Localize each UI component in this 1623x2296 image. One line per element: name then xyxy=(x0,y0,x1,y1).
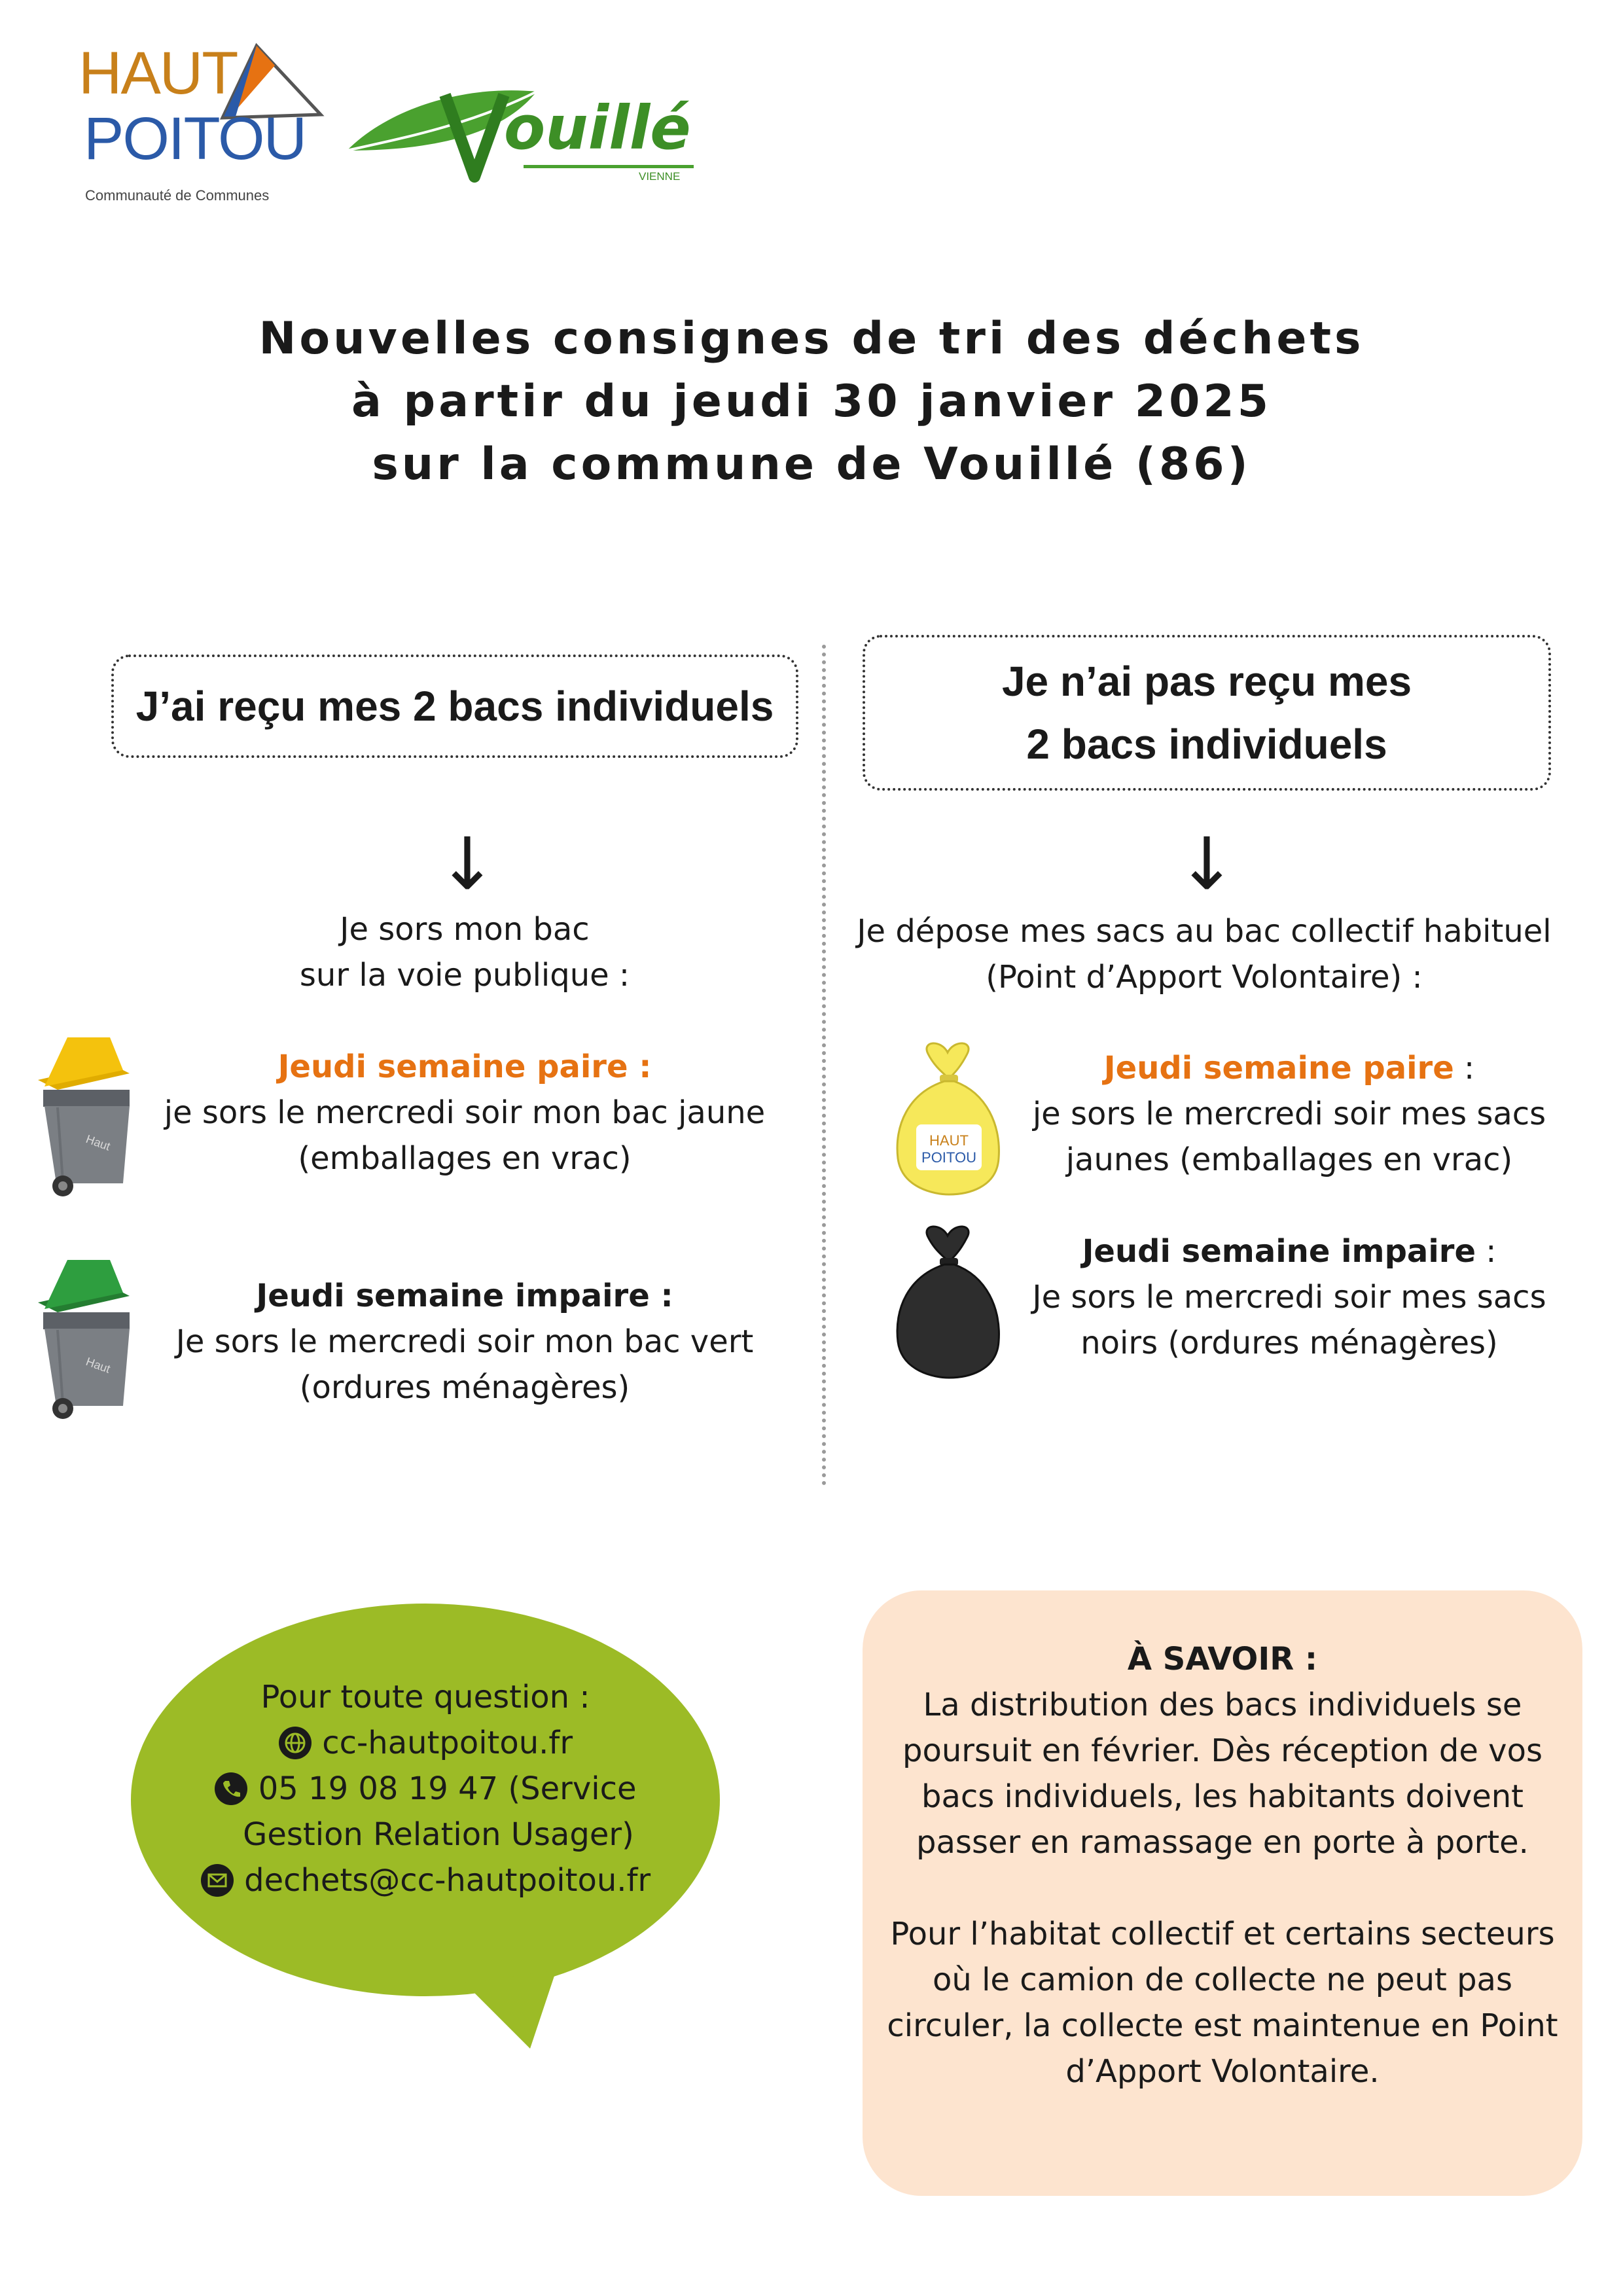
left-intro-line-1: Je sors mon bac xyxy=(340,911,590,948)
right-odd-line-1: Je sors le mercredi soir mes sacs xyxy=(1032,1279,1546,1316)
vouille-subtitle: VIENNE xyxy=(639,170,681,183)
info-paragraph-spacer xyxy=(863,1865,1582,1911)
info-p2-line-3: circuler, la collecte est maintenue en Point xyxy=(887,2007,1558,2044)
left-intro xyxy=(137,906,792,998)
right-odd-line-2: noirs (ordures ménagères) xyxy=(1080,1325,1498,1361)
green-bin-icon xyxy=(31,1257,136,1420)
left-odd-title: Jeudi semaine impaire : xyxy=(256,1278,673,1314)
right-even-colon: : xyxy=(1454,1050,1475,1086)
right-odd-title-row xyxy=(995,1229,1584,1274)
globe-icon xyxy=(278,1726,312,1760)
contact-email-link[interactable]: dechets@cc-hautpoitou.fr xyxy=(244,1862,651,1899)
left-odd-line-2: (ordures ménagères) xyxy=(299,1369,630,1406)
right-odd-colon: : xyxy=(1476,1233,1497,1270)
right-heading-line-2: 2 bacs individuels xyxy=(1026,721,1387,768)
right-arrow-icon: ↓ xyxy=(1176,822,1238,906)
left-intro-line-2: sur la voie publique : xyxy=(299,957,630,994)
info-p2-line-2: où le camion de collecte ne peut pas xyxy=(933,1962,1512,1998)
right-even-block xyxy=(995,1045,1584,1183)
left-odd-line-1: Je sors le mercredi soir mon bac vert xyxy=(175,1323,754,1360)
haut-poitou-subtitle: Communauté de Communes xyxy=(85,187,270,204)
left-even-title: Jeudi semaine paire : xyxy=(277,1049,652,1085)
svg-text:Haut: Haut xyxy=(84,1132,113,1153)
yellow-bin-icon xyxy=(31,1034,136,1198)
info-p1-line-1: La distribution des bacs individuels se xyxy=(923,1687,1522,1723)
svg-text:Haut: Haut xyxy=(84,1354,113,1376)
info-p2-line-1: Pour l’habitat collectif et certains secteurs xyxy=(890,1916,1555,1952)
left-heading-box xyxy=(111,655,798,758)
right-heading-line-1: Je n’ai pas reçu mes xyxy=(1001,658,1412,705)
svg-text:POITOU: POITOU xyxy=(921,1149,976,1166)
info-p2-line-4: d’Apport Volontaire. xyxy=(1065,2053,1380,2090)
contact-website-row xyxy=(144,1720,707,1766)
right-odd-title: Jeudi semaine impaire xyxy=(1082,1233,1476,1270)
haut-poitou-line1: HAUT xyxy=(79,40,238,107)
left-heading: J’ai reçu mes 2 bacs individuels xyxy=(135,683,774,730)
page-title xyxy=(0,308,1623,496)
right-intro-line-1: Je dépose mes sacs au bac collectif habituel xyxy=(857,913,1552,950)
yellow-bag-icon xyxy=(889,1041,1007,1198)
right-even-title: Jeudi semaine paire xyxy=(1103,1050,1454,1086)
right-intro xyxy=(851,908,1558,1000)
info-title: À SAVOIR : xyxy=(1127,1641,1318,1677)
left-odd-block xyxy=(131,1273,798,1410)
contact-email-row xyxy=(144,1857,707,1903)
contact-intro: Pour toute question : xyxy=(260,1679,590,1715)
contact-block xyxy=(144,1674,707,1903)
title-line-2: à partir du jeudi 30 janvier 2025 xyxy=(351,376,1272,427)
svg-text:HAUT: HAUT xyxy=(929,1132,969,1149)
haut-poitou-logo xyxy=(79,39,327,216)
info-p1-line-3: bacs individuels, les habitants doivent xyxy=(921,1778,1524,1815)
right-odd-block xyxy=(995,1229,1584,1366)
contact-phone-link[interactable]: 05 19 08 19 47 (Service xyxy=(258,1770,637,1807)
info-text xyxy=(863,1636,1582,2094)
vouille-name: ouillé xyxy=(504,93,691,163)
mail-icon xyxy=(200,1863,234,1897)
right-even-line-1: je sors le mercredi soir mes sacs xyxy=(1032,1096,1546,1132)
info-p1-line-4: passer en ramassage en porte à porte. xyxy=(916,1824,1529,1861)
left-even-line-1: je sors le mercredi soir mon bac jaune xyxy=(164,1094,766,1131)
vouille-logo xyxy=(340,79,707,190)
column-divider xyxy=(822,645,826,1486)
left-arrow-icon: ↓ xyxy=(437,822,498,906)
left-even-line-2: (emballages en vrac) xyxy=(298,1140,632,1177)
right-heading-box xyxy=(863,635,1551,791)
right-intro-line-2: (Point d’Apport Volontaire) : xyxy=(986,959,1423,996)
title-line-3: sur la commune de Vouillé (86) xyxy=(372,439,1251,490)
right-even-line-2: jaunes (emballages en vrac) xyxy=(1065,1141,1513,1178)
right-even-title-row xyxy=(995,1045,1584,1091)
title-line-1: Nouvelles consignes de tri des déchets xyxy=(259,313,1364,365)
contact-phone-row xyxy=(144,1766,707,1812)
black-bag-icon xyxy=(889,1224,1007,1381)
haut-poitou-line2: POITOU xyxy=(84,105,306,172)
contact-phone-line-2: Gestion Relation Usager) xyxy=(243,1816,634,1853)
info-p1-line-2: poursuit en février. Dès réception de vos xyxy=(902,1732,1543,1769)
left-even-block xyxy=(131,1044,798,1181)
contact-website-link[interactable]: cc-hautpoitou.fr xyxy=(322,1725,573,1761)
phone-icon xyxy=(214,1772,248,1806)
